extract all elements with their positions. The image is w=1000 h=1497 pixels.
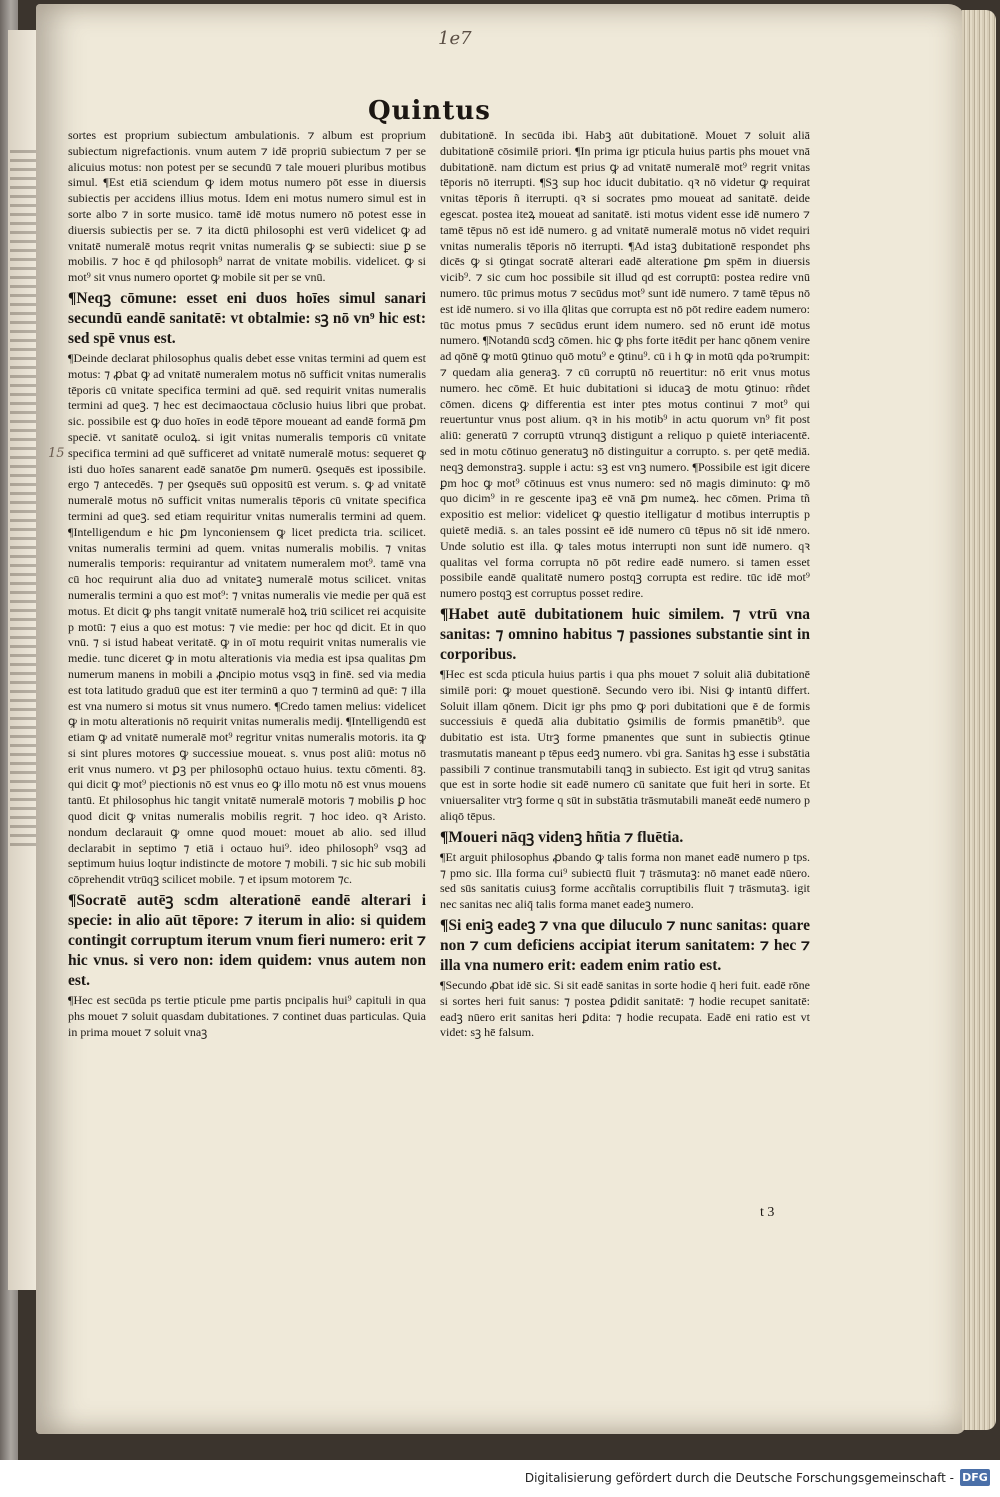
signature-mark: t 3: [760, 1205, 775, 1220]
right-text-column: [440, 128, 810, 1041]
margin-number: 15: [48, 446, 65, 461]
commentary-paragraph: ¶Deinde declarat philosophus qualis debet esse vnitas termini ad quem est motus: ⁊ ꝓbat ꝙ ad vnitatē numeralem motus nō sufficit vnitas numeralis tēporis cū vnitate specifica termini ad quē. sed requirit vnitas numeralis termini ad queꝫ. ⁊ hec est decimaoctaua cōclusio huius libri que probat. sic. possibile est ꝙ duo hoīes in eodē tēpore moueant ad eandē formā ꝑm speciē. vt sanitatē oculoꝝ. si igit vnitas numeralis temporis cū vnitate specifica termini ad quē sufficeret ad vnitatē numeralē motus: sequeret ꝙ isti duo hoīes sanarent eadē sanatōe ꝑm numerū. ꝯsequēs est ipossibile. ergo ⁊ antecedēs. ⁊ per ꝯsequēs suū oppositū est verum. s. ꝙ ad vnitatē numeralē motus nō sufficit vnitas numeralis tēporis cū vnitate specifica termini ad queꝫ. sed etiam requiritur vnitas numeralis termini ad quem. ¶Intelligendum e hic ꝑm lynconiensem ꝙ licet predicta tria. scilicet. vnitas numeralis termini ad quem. vnitas numeralis mobilis. ⁊ vnitas numeralis temporis: requirantur ad vnitatem numeralem mot⁹. tamē vna cū hoc requirunt alia duo ad vnitateꝫ numeralē motus scilicet. vnitas numeralis termini a quo est mot⁹: ⁊ vnitas numeralis vie medie per quā est motus. Et dicit ꝙ phs tangit vnitatē numeralē hoꝝ triū scilicet rei acquisite p motū: ⁊ eius a quo est motus: ⁊ vie medie: per hoc qd dicit. Et in quo vnū. ⁊ si istud habeat veritatē. ꝙ in oī motu requirit vnitas numeralis vie medie. tunc diceret ꝙ in motu alterationis via media est ipsa qualitas ꝑm numerum manens in mobili a ꝓncipio motus vsqꝫ in finē. sed via media est tota latitudo graduū que est iter terminū a quo ⁊ terminū ad quē: ⁊ illa est vna numero si motus sit vnus numero. ¶Credo tamen melius: videlicet ꝙ in motu alterationis nō requirit vnitas numeralis medij. ¶Intelligendū est etiam ꝙ ad vnitatē numeralē mot⁹ regritur vnitas numeralis motoris. ita ꝙ si sint plures motores ꝙ successiue moueat. s. vnus post aliū: motus nō erit vnus numero. vt ꝑꝫ per philosophū octauo huius. textu cōmenti. 8ꝫ. qui dicit ꝙ mot⁹ piectionis nō est vnus eo ꝙ illo motu nō est vnus mouens tantū. Et philosophus hic tangit vnitatē numeralē motoris ⁊ mobilis ꝑ hoc quod dicit ꝙ vnitas numeralis mobilis regrit. ⁊ hoc ideo. qꝛ Aristo. nondum declarauit ꝙ omne quod mouet: mouet ab alio. sed illud declarabit in septimo ⁊ etiā i octauo hui⁹. ideo philosoph⁹ vsqꝫ ad septimum huius loqtur indistincte de motore ⁊ mobili. ⁊ sic hic sub mobili cōprehendit vtrūqꝫ scilicet mobile. ⁊ et ipsum motorem ⁊c.: [68, 350, 426, 887]
commentary-paragraph: dubitationē. In secūda ibi. Habꝫ aūt dubitationē. Mouet ⁊ soluit aliā dubitationē cōsimilē priori. ¶In prima igr pticula huius partis phs mouet vnā dubitationē. nam dictum est prius ꝙ ad vnitatē numeralē mot⁹ regrit vnitas tēporis nō iterrupti. ¶Sꝫ sup hoc iducit dubitatio. qꝛ nō videtur ꝙ requirat vnitas tēporis ñ iterrupti. qꝛ si socrates pmo moueat ad sanitatē. deide egescat. postea iteꝝ moueat ad sanitatē. isti motus vident esse idē numero ⁊ tamē tēpus nō est idē numero. g ad vnitatē numeralē motus nō videt requiri vnitas numeralis tēporis nō iterrupti. ¶Ad istaꝫ dubitationē respondet phs dicēs ꝙ si ꝯtingat socratē alterari eadē alteratione ꝑm spēm in diuersis vicib⁹. ⁊ sic cum hoc possibile sit illud qd est corruptū: postea redire vnū numero. tūc primus motus ⁊ secūdus mot⁹ sunt idē numero. ⁊ tamē tēpus nō est idē numero. si vo illa q̄litas que corrupta est nō pōt redire eadem numero: tūc motus pmus ⁊ secūdus erunt idem numero. sed nō erunt idē motus numero. ¶Notandū scdꝫ cōmen. hic ꝙ phs forte itēdit per hanc qōnem venire ad qōnē ꝙ motū ꝯtinuo quō motu⁹ e ꝯtinu⁹. cū i h ꝙ in motū qda poꝛrumpit: ⁊ quedam alia generaꝫ. ⁊ cū corruptū nō reuertitur: nō erit vnus motus numero. hec cōmē. Et huic dubitationi si iducaꝫ de motu ꝯtinuo: rñdet cōmen. dicens ꝙ differentia est inter ptes motus continui ⁊ mot⁹ qui reuertuntur vnus post alium. qꝛ in his motib⁹ in actu quorum vn⁹ fit post aliū: generatū ⁊ corruptū vtrunqꝫ distigunt a reliquo p quietē interiacentē. sed in motu cōtinuo generatuꝫ nō distinguitur a corrupto. s. per qetē mediā. neqꝫ demonstraꝫ. supple i actu: sꝫ est vnꝫ numero. ¶Possibile est igit dicere ꝑm hoc ꝙ mot⁹ cōtinuus est vnus numero: sed nō magis diminuto: ꝙ mō quo dicim⁹ in re gescente ipaꝫ eē vnā ꝑm numeꝝ. hec cōmen. Prima tñ expositio est melior: videlicet ꝙ questio itelligatur d motibus interruptis p quietē mediā. s. an tales possint eē idē numero cū tēpus nō sit idē nmero. Unde solutio est illa. ꝙ tales motus interrupti non sunt idē numero. qꝛ qualitas vel forma corrupta nō pōt redire eadē numero. si tamen esset possibile eandē qualitatē numero postqꝫ corrupta est redire. tūc idē mot⁹ numero postqꝫ est corruptus posset redire.: [440, 128, 810, 601]
commentary-paragraph: ¶Et arguit philosophus ꝓbando ꝙ talis forma non manet eadē numero p tps. ⁊ pmo sic. Illa forma cui⁹ subiectū fluit ⁊ trāsmutaꝫ: nō manet eadē nūero. sed sūs sanitatis cuiusꝫ forme accñtalis corruptibilis fluit ⁊ trāsmutaꝫ. igit nec sanitas nec aliq̄ talis forma manet eadeꝫ numero.: [440, 849, 810, 912]
lemma-paragraph: ¶Neqꝫ cōmune: esset eni duos hoīes simul sanari secundū eandē sanitatē: vt obtalmie: sꝫ nō vn⁹ hic est: sed spē vnus est.: [68, 289, 426, 347]
left-text-column: [68, 128, 426, 1040]
lemma-paragraph: ¶Socratē autēꝫ scdm alterationē eandē alterari i specie: in alio aūt tēpore: ⁊ iterum in alio: si quidem contingit corruptum iterum vnum fieri numero: erit ⁊ hic vnus. si vero non: idem quidem: vnus autem non est.: [68, 892, 426, 990]
lemma-paragraph: ¶Moueri nāqꝫ videnꝫ hñtia ⁊ fluētia.: [440, 828, 684, 846]
running-head: Quintus: [368, 96, 491, 126]
handwritten-folio-number: 1e7: [438, 28, 472, 49]
commentary-paragraph: ¶Hec est scda pticula huius partis i qua phs mouet ⁊ soluit aliā dubitationē similē pori: ꝙ mouet questionē. Secundo vero ibi. Nisi ꝙ intantū differt. Soluit illam qōnem. Dicit igr phs pmo ꝙ pori dubitationi que ē de formis successiuis ē quedā alia dubitatio ꝯsimilis de formis pmanētib⁹. que dubitatio est ista. Utrꝫ forme pmanentes que sunt in subiectis ꝯtinue trasmutatis maneant p tēpus eedꝫ numero. vbi gra. Sanitas hꝫ esse i substātia passibili ⁊ continue transmutabili tanqꝫ in subiecto. Est igit qd vtruꝫ sanitas que est in sorte hodie sit eadē numero cū sanitate que fuit heri in sorte. Et vniuersaliter vtrꝫ forme q sūt in substātia trāsmutabili maneāt eedē numero p aliqō tēpus.: [440, 666, 810, 824]
commentary-paragraph: ¶Hec est secūda ps tertie pticule pme partis pncipalis hui⁹ capituli in qua phs mouet ⁊ soluit quasdam dubitationes. ⁊ continet duas particulas. Quia in prima mouet ⁊ soluit vnaꝫ: [68, 993, 426, 1039]
footer-bar: [0, 1460, 1000, 1497]
footer-credit: Digitalisierung gefördert durch die Deutsche Forschungsgemeinschaft -: [524, 1471, 954, 1485]
commentary-paragraph: sortes est proprium subiectum ambulationis. ⁊ album est proprium subiectum nigrefactionis. vnum autem ⁊ idē propriū subiectum ⁊ per se alicuius motus: non potest per se secundū ⁊ tale moueri pluribus motibus simul. ¶Est etiā sciendum ꝙ idem motus numero pōt esse in diuersis subiectis per accidens illius motus. Idem eni motus numero simul est in sorte albo ⁊ in sorte musico. tamē idē motus numero nō potest esse in diuersis subiectis per se. ⁊ ita dictū philosophi est verū videlicet ꝙ ad vnitatē numeralē motus reqrit vnitas numeralis ꝙ se subiecti: siue ꝑ se mobilis. ⁊ hoc ē qd philosoph⁹ narrat de vnitate mobilis. videlicet. ꝙ si mot⁹ sit vnus numero oportet ꝙ mobile sit per se vnū.: [68, 128, 426, 285]
lemma-paragraph: ¶Habet autē dubitationem huic similem. ⁊ vtrū vna sanitas: ⁊ omnino habitus ⁊ passiones substantie sint in corporibus.: [440, 605, 810, 663]
page-edges: [962, 10, 996, 1430]
dfg-logo: DFG: [960, 1469, 990, 1486]
lemma-paragraph: ¶Si eniꝫ eadeꝫ ⁊ vna que diluculo ⁊ nunc sanitas: quare non ⁊ cum deficiens accipiat iterum sanitatem: ⁊ hec ⁊ illa vna numero erit: eadem enim ratio est.: [440, 917, 810, 975]
commentary-paragraph: ¶Secundo ꝓbat idē sic. Si sit eadē sanitas in sorte hodie q̄ heri fuit. eadē rōne si sortes heri fuit sanus: ⁊ postea ꝑdidit sanitatē: ⁊ hodie recupet sanitatē: eadꝫ nūero erit sanitas heri ꝑdita: ⁊ hodie recupata. Eadē eni ratio est vt videt: sꝫ hē falsum.: [440, 978, 810, 1040]
